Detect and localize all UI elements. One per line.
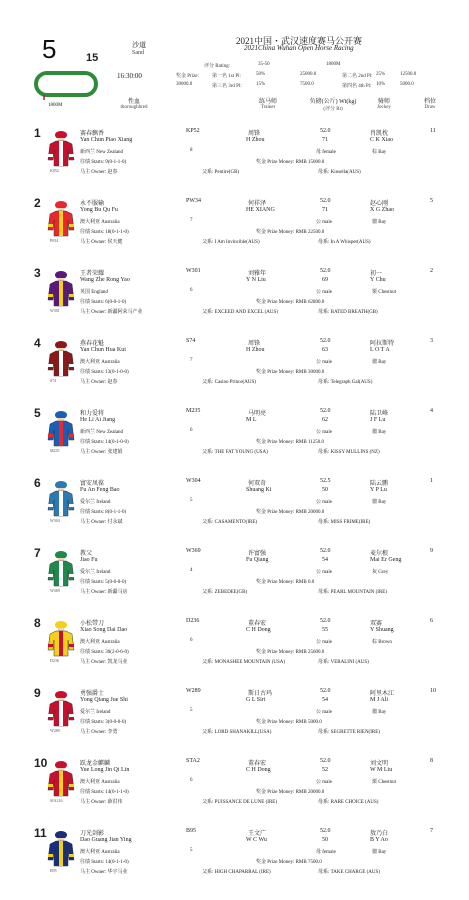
silk-code: W301 — [50, 308, 60, 313]
col-jockey-cn: 骑师 — [377, 99, 390, 105]
origin: 澳大利亚 Australia — [80, 780, 120, 785]
jockey-en: L O T A — [370, 347, 390, 353]
jockey-cn: 阿里木江 — [370, 691, 395, 697]
sire: 父系: Pentire(GB) — [202, 170, 240, 175]
col-trainer — [240, 96, 296, 110]
trainer-en: HE XIANG — [246, 207, 275, 213]
dam: 母系: TAKE CHARGE (AUS) — [318, 870, 380, 875]
silk-code: W369 — [50, 588, 60, 593]
owner: 马主 Owner: 赵春 — [80, 170, 118, 175]
horse-code: PW34 — [186, 198, 201, 204]
trainer-cn: 王文广 — [248, 831, 267, 837]
starts: 往绩 Starts: 8(0-1-1-0) — [80, 510, 127, 515]
rating: 54 — [322, 557, 328, 563]
jockey-silk-icon — [46, 270, 76, 308]
sex: 公 male — [316, 570, 332, 575]
age: 4 — [190, 568, 193, 573]
entry-row — [0, 264, 469, 330]
age: 5 — [190, 848, 193, 853]
entry-number: 6 — [34, 476, 41, 490]
race-title-en: 2021China Wuhan Open Horse Racing — [244, 44, 354, 52]
horse-name-en: He Li Ai Jiang — [80, 417, 116, 423]
jockey-cn: 双赛 — [370, 621, 383, 627]
coat-color: 棕 Bay — [372, 150, 387, 155]
origin: 爱尔兰 Ireland — [80, 570, 111, 575]
sex: 公 male — [316, 430, 332, 435]
sire: 父系: ZEBEDEE(GB) — [202, 590, 248, 595]
coat-color: 骝 Bay — [372, 710, 387, 715]
horse-code: B95 — [186, 828, 197, 834]
entry-number: 7 — [34, 546, 41, 560]
trainer-cn: 何双奇 — [248, 481, 267, 487]
distance-marker: 1800M — [48, 103, 63, 108]
first-pct: 50% — [256, 72, 266, 77]
dam: 母系: Telegraph Gal(AUS) — [318, 380, 373, 385]
starts: 往绩 Starts: 30(2-0-6-0) — [80, 650, 129, 655]
silk-code: B95 — [50, 868, 57, 873]
jockey-silk-icon — [46, 830, 76, 868]
entry-row — [0, 614, 469, 680]
jockey-cn: 陆卫峰 — [370, 411, 389, 417]
age: 5 — [190, 708, 193, 713]
prize-money: 奖金 Prize Money: RMB 20000.0 — [256, 510, 325, 515]
prize-money: 奖金 Prize Money: RMB 62800.0 — [256, 300, 325, 305]
dam: 母系: RARE CHOICE (AUS) — [318, 800, 379, 805]
entry-row — [0, 124, 469, 190]
sire: 父系: MONASHEE MOUNTAIN (USA) — [202, 660, 286, 665]
owner: 马主 Owner: 侯天健 — [80, 240, 123, 245]
horse-code: W304 — [186, 478, 201, 484]
trainer-en: Fu Qiang — [246, 557, 269, 563]
coat-color: 骝 Bay — [372, 430, 387, 435]
entry-number: 1 — [34, 126, 41, 140]
jockey-silk-icon — [46, 620, 76, 658]
col-weight — [296, 96, 370, 112]
rating: 71 — [322, 137, 328, 143]
jockey-silk-icon — [46, 340, 76, 378]
age: 6 — [190, 288, 193, 293]
horse-code: W369 — [186, 548, 201, 554]
silk-code: M235 — [50, 448, 60, 453]
trainer-cn: 周锋 — [248, 131, 261, 137]
origin: 爱尔兰 Ireland — [80, 500, 111, 505]
silk-code: S74 — [50, 378, 57, 383]
second-pct: 25% — [376, 72, 386, 77]
horse-name-cn: 刀光剑影 — [80, 831, 105, 837]
fourth-label: 第四名 4th Pl: — [342, 84, 372, 89]
dam: 母系: MISS FRIME(IRE) — [318, 520, 371, 525]
col-draw — [412, 96, 448, 110]
draw: 1 — [430, 478, 433, 484]
col-jockey-en: Jockey — [377, 105, 391, 110]
horse-name-cn: 勇强爵士 — [80, 691, 105, 697]
owner: 马主 Owner: 薛洪伟 — [80, 800, 123, 805]
trainer-cn: 何祥泽 — [248, 201, 267, 207]
col-draw-cn: 档位 — [423, 99, 436, 105]
second-amount: 12500.0 — [400, 72, 417, 77]
col-weight-en: (评分 Rt) — [323, 107, 343, 112]
horse-name-cn: 赛春飘香 — [80, 131, 105, 137]
age: 6 — [190, 638, 193, 643]
trainer-cn: 马明亮 — [248, 411, 267, 417]
horse-name-en: Jiao Fu — [80, 557, 98, 563]
age: 5 — [190, 498, 193, 503]
sire: 父系: CASAMENTO(IRE) — [202, 520, 258, 525]
silk-code: W289 — [50, 728, 60, 733]
weight: 52.0 — [320, 688, 331, 694]
col-horse-cn: 性血 — [127, 99, 140, 105]
sex: 母 female — [316, 150, 336, 155]
prize-money: 奖金 Prize Money: RMB 22500.0 — [256, 230, 325, 235]
coat-color: 骝 Bay — [372, 220, 387, 225]
entry-row — [0, 334, 469, 400]
third-amount: 7500.0 — [300, 82, 314, 87]
rating: 55 — [322, 627, 328, 633]
weight: 52.0 — [320, 268, 331, 274]
sire: 父系: THE FAT YOUNG (USA) — [202, 450, 268, 455]
draw: 7 — [430, 828, 433, 834]
dam: 母系: Kinsella(AUS) — [318, 170, 361, 175]
weight: 52.5 — [320, 478, 331, 484]
jockey-en: M J Ali — [370, 697, 389, 703]
jockey-silk-icon — [46, 200, 76, 238]
prize-money: 奖金 Prize Money: RMB 30000.0 — [256, 370, 325, 375]
dam: 母系: KISSY MULLINS (NZ) — [318, 450, 380, 455]
weight: 52.0 — [320, 408, 331, 414]
jockey-silk-icon — [46, 760, 76, 798]
dam: 母系: BATED BREATH(GB) — [318, 310, 378, 315]
age: 6 — [190, 778, 193, 783]
horse-code: STA2 — [186, 758, 200, 764]
entry-number: 4 — [34, 336, 41, 350]
trainer-en: C H Dong — [246, 767, 271, 773]
horse-code: S74 — [186, 338, 196, 344]
starts: 往绩 Starts: 3(0-0-0-0) — [80, 720, 127, 725]
owner: 马主 Owner: 新疆马房 — [80, 590, 128, 595]
trainer-en: Shuang Ki — [246, 487, 272, 493]
jockey-en: Mai Er Geng — [370, 557, 402, 563]
owner: 马主 Owner: 李勇 — [80, 730, 118, 735]
origin: 澳大利亚 Australia — [80, 850, 120, 855]
draw: 10 — [430, 688, 436, 694]
sire: 父系: Casino Prince(AUS) — [202, 380, 256, 385]
sex: 公 male — [316, 290, 332, 295]
trainer-cn: 许富强 — [248, 551, 267, 557]
entry-number: 10 — [34, 756, 48, 770]
entry-row — [0, 754, 469, 820]
age: 7 — [190, 218, 193, 223]
trainer-cn: 董春宏 — [248, 621, 267, 627]
horse-code: W289 — [186, 688, 201, 694]
dam: 母系: VERALINI (AUS) — [318, 660, 369, 665]
coat-color: 栗 Chestnut — [372, 780, 397, 785]
jockey-silk-icon — [46, 690, 76, 728]
jockey-en: Y P Lu — [370, 487, 387, 493]
track-type-cn: 沙道 — [132, 41, 146, 49]
race-sub-number: 15 — [86, 52, 99, 64]
silk-code: P034 — [50, 238, 59, 243]
jockey-cn: 赵心刚 — [370, 201, 389, 207]
trainer-cn: 周锋 — [248, 341, 261, 347]
draw: 6 — [430, 618, 433, 624]
trainer-cn: 董春宏 — [248, 761, 267, 767]
starts: 往绩 Starts: 9(0-1-1-0) — [80, 160, 127, 165]
coat-color: 骝 Bay — [372, 850, 387, 855]
draw: 2 — [430, 268, 433, 274]
distance-value: 1800M — [326, 62, 341, 67]
entry-number: 11 — [34, 826, 47, 840]
trainer-en: H Zhou — [246, 347, 265, 353]
jockey-en: J F Lu — [370, 417, 386, 423]
prize-money: 奖金 Prize Money: RMB 15000.0 — [256, 160, 325, 165]
weight: 52.0 — [320, 198, 331, 204]
col-horse-en: thoroughbred — [120, 105, 148, 110]
draw: 11 — [430, 128, 436, 134]
silk-code: D236 — [50, 658, 59, 663]
jockey-en: X G Zhao — [370, 207, 394, 213]
coat-color: 骝 Bay — [372, 360, 387, 365]
jockey-cn: 初一 — [370, 271, 383, 277]
owner: 马主 Owner: 赵春 — [80, 380, 118, 385]
sire: 父系: EXCEED AND EXCEL (AUS) — [202, 310, 278, 315]
horse-name-cn: 王者荣耀 — [80, 271, 105, 277]
horse-name-en: Yue Long Jin Qi Lin — [80, 767, 130, 773]
entry-number: 9 — [34, 686, 41, 700]
starts: 往绩 Starts: 14(0-1-1-0) — [80, 790, 129, 795]
trainer-en: C H Dong — [246, 627, 271, 633]
horse-name-en: Fu An Feng Bao — [80, 487, 120, 493]
weight: 52.0 — [320, 338, 331, 344]
trainer-en: G L Siri — [246, 697, 266, 703]
trainer-en: Y N Liu — [246, 277, 266, 283]
trainer-en: M L — [246, 417, 257, 423]
second-label: 第二名 2nd Pl: — [342, 74, 373, 79]
race-number: 5 — [42, 34, 57, 64]
col-weight-cn: 负磅(公斤) Wt(kg) — [309, 99, 357, 105]
col-draw-en: Draw — [424, 105, 436, 110]
horse-name-cn: 小松带刀 — [80, 621, 105, 627]
coat-color: 栗 Chestnut — [372, 290, 397, 295]
sire: 父系: PUISSANCE DE LUNE (IRE) — [202, 800, 277, 805]
origin: 澳大利亚 Australia — [80, 220, 120, 225]
third-pct: 15% — [256, 82, 266, 87]
origin: 新西兰 New Zealand — [80, 150, 124, 155]
sex: 公 male — [316, 500, 332, 505]
origin: 爱尔兰 Ireland — [80, 710, 111, 715]
prize-money: 奖金 Prize Money: RMB 25600.0 — [256, 650, 325, 655]
sire: 父系: HIGH CHAPARRAL (IRE) — [202, 870, 271, 875]
race-time: 16:30:00 — [117, 72, 142, 80]
horse-name-en: Yan Chun Piao Xiang — [80, 137, 133, 143]
prize-label: 奖金 Prize: — [176, 74, 199, 79]
jockey-silk-icon — [46, 480, 76, 518]
sex: 公 male — [316, 780, 332, 785]
entry-row — [0, 404, 469, 470]
origin: 澳大利亚 Australia — [80, 640, 120, 645]
starts: 往绩 Starts: 14(0-1-0-0) — [80, 440, 129, 445]
horse-name-en: Xiao Song Dai Dao — [80, 627, 128, 633]
jockey-cn: 肖凯枕 — [370, 131, 389, 137]
silk-code: SIA216 — [50, 798, 63, 803]
prize-money: 奖金 Prize Money: RMB 0.0 — [256, 580, 315, 585]
starts: 往绩 Starts: 14(0-1-1-0) — [80, 860, 129, 865]
jockey-silk-icon — [46, 550, 76, 588]
rating: 69 — [322, 277, 328, 283]
dam: 母系: PEARL MOUNTAIN (IRE) — [318, 590, 387, 595]
sex: 公 male — [316, 710, 332, 715]
rating: 63 — [322, 347, 328, 353]
entry-number: 5 — [34, 406, 41, 420]
course-map-icon — [30, 68, 102, 102]
first-label: 第一名 1st Pl: — [212, 74, 241, 79]
horse-name-en: Wang Zhe Rong Yao — [80, 277, 130, 283]
coat-color: 灰 Grey — [372, 570, 389, 575]
col-jockey — [364, 96, 404, 110]
starts: 往绩 Starts: 6(0-0-1-0) — [80, 300, 127, 305]
horse-code: W301 — [186, 268, 201, 274]
rating: 71 — [322, 207, 328, 213]
third-label: 第三名 3rd Pl: — [212, 84, 242, 89]
trainer-cn: 刘雅年 — [248, 271, 267, 277]
weight: 52.0 — [320, 128, 331, 134]
horse-name-en: Yan Chun Hua Kui — [80, 347, 126, 353]
horse-name-cn: 富安凤葆 — [80, 481, 105, 487]
trainer-en: W C Wu — [246, 837, 267, 843]
first-amount: 25000.0 — [300, 72, 317, 77]
jockey-cn: 阿拉斯特 — [370, 341, 395, 347]
sire: 父系: LORD SHANAKILL(USA) — [202, 730, 272, 735]
jockey-en: C K Xiao — [370, 137, 393, 143]
weight: 52.0 — [320, 828, 331, 834]
trainer-cn: 斯日古玛 — [248, 691, 273, 697]
weight: 52.0 — [320, 618, 331, 624]
entry-number: 8 — [34, 616, 41, 630]
entry-row — [0, 194, 469, 260]
horse-code: D236 — [186, 618, 200, 624]
jockey-en: W M Liu — [370, 767, 393, 773]
prize-money: 奖金 Prize Money: RMB 5000.0 — [256, 720, 322, 725]
rating: 50 — [322, 487, 328, 493]
draw: 4 — [430, 408, 433, 414]
origin: 新西兰 New Zealand — [80, 430, 124, 435]
silk-code: K052 — [50, 168, 59, 173]
rating: 54 — [322, 697, 328, 703]
rating: 50 — [322, 837, 328, 843]
starts: 往绩 Starts: 13(0-1-0-0) — [80, 370, 129, 375]
sex: 母 female — [316, 850, 336, 855]
jockey-silk-icon — [46, 410, 76, 448]
owner: 马主 Owner: 张建娟 — [80, 450, 123, 455]
horse-name-cn: 跃龙金麒麟 — [80, 761, 111, 767]
rating-value: 35-50 — [258, 62, 270, 67]
prize-money: 奖金 Prize Money: RMB 7500.0 — [256, 860, 322, 865]
owner: 马主 Owner: 新疆阿荣马产业 — [80, 310, 143, 315]
sex: 公 male — [316, 220, 332, 225]
horse-name-en: Yong Bu Qu Fu — [80, 207, 118, 213]
horse-name-en: Yong Qiang Jue Shi — [80, 697, 128, 703]
horse-name-cn: 和力爱将 — [80, 411, 105, 417]
jockey-silk-icon — [46, 130, 76, 168]
jockey-cn: 刘文明 — [370, 761, 389, 767]
origin: 澳大利亚 Australia — [80, 360, 120, 365]
prize-total: 30000.0 — [176, 82, 193, 87]
entry-row — [0, 474, 469, 540]
rating-label: 评分 Rating: — [204, 64, 230, 69]
entry-row — [0, 684, 469, 750]
owner: 马主 Owner: 付永斌 — [80, 520, 123, 525]
dam: 母系: SEGRETTE RIEN(IRE) — [318, 730, 380, 735]
draw: 9 — [430, 548, 433, 554]
jockey-cn: 麦尔根 — [370, 551, 389, 557]
horse-name-cn: 燕春花魁 — [80, 341, 105, 347]
dam: 母系: In A Whisper(AUS) — [318, 240, 371, 245]
entry-row — [0, 544, 469, 610]
horse-code: KP52 — [186, 128, 200, 134]
prize-money: 奖金 Prize Money: RMB 20000.0 — [256, 790, 325, 795]
fourth-pct: 10% — [376, 82, 386, 87]
horse-name-cn: 永不服输 — [80, 201, 105, 207]
starts: 往绩 Starts: 18(0-1-1-0) — [80, 230, 129, 235]
sex: 公 male — [316, 360, 332, 365]
weight: 52.0 — [320, 758, 331, 764]
sex: 公 male — [316, 640, 332, 645]
entry-number: 2 — [34, 196, 41, 210]
horse-name-cn: 教父 — [80, 551, 93, 557]
entry-number: 3 — [34, 266, 41, 280]
prize-money: 奖金 Prize Money: RMB 11250.0 — [256, 440, 325, 445]
owner: 马主 Owner: 华宇马业 — [80, 870, 128, 875]
age: 8 — [190, 148, 193, 153]
race-header — [0, 0, 469, 118]
owner: 马主 Owner: 凯龙马业 — [80, 660, 128, 665]
jockey-en: B Y Ao — [370, 837, 388, 843]
col-trainer-cn: 练马师 — [258, 99, 277, 105]
trainer-en: H Zhou — [246, 137, 265, 143]
age: 6 — [190, 428, 193, 433]
starts: 往绩 Starts: 5(0-0-0-0) — [80, 580, 127, 585]
weight: 52.0 — [320, 548, 331, 554]
jockey-en: Y Shuang — [370, 627, 394, 633]
jockey-en: Y Chu — [370, 277, 386, 283]
rating: 62 — [322, 417, 328, 423]
col-horse — [104, 96, 164, 110]
draw: 5 — [430, 198, 433, 204]
race-title-cn: 2021中国・武汉速度赛马公开赛 — [236, 36, 363, 46]
draw: 3 — [430, 338, 433, 344]
fourth-amount: 5000.0 — [400, 82, 414, 87]
draw: 8 — [430, 758, 433, 764]
col-trainer-en: Trainer — [260, 105, 276, 110]
track-type-en: Sand — [132, 50, 144, 56]
sire: 父系: I Am Invincible(AUS) — [202, 240, 260, 245]
entry-row — [0, 824, 469, 890]
origin: 英国 England — [80, 290, 108, 295]
horse-name-en: Dao Guang Jian Ying — [80, 837, 132, 843]
jockey-cn: 敖乃白 — [370, 831, 389, 837]
coat-color: 棕 Brown — [372, 640, 392, 645]
horse-code: M235 — [186, 408, 201, 414]
coat-color: 骝 Bay — [372, 500, 387, 505]
age: 7 — [190, 358, 193, 363]
rating: 52 — [322, 767, 328, 773]
silk-code: W304 — [50, 518, 60, 523]
jockey-cn: 陆云鹏 — [370, 481, 389, 487]
